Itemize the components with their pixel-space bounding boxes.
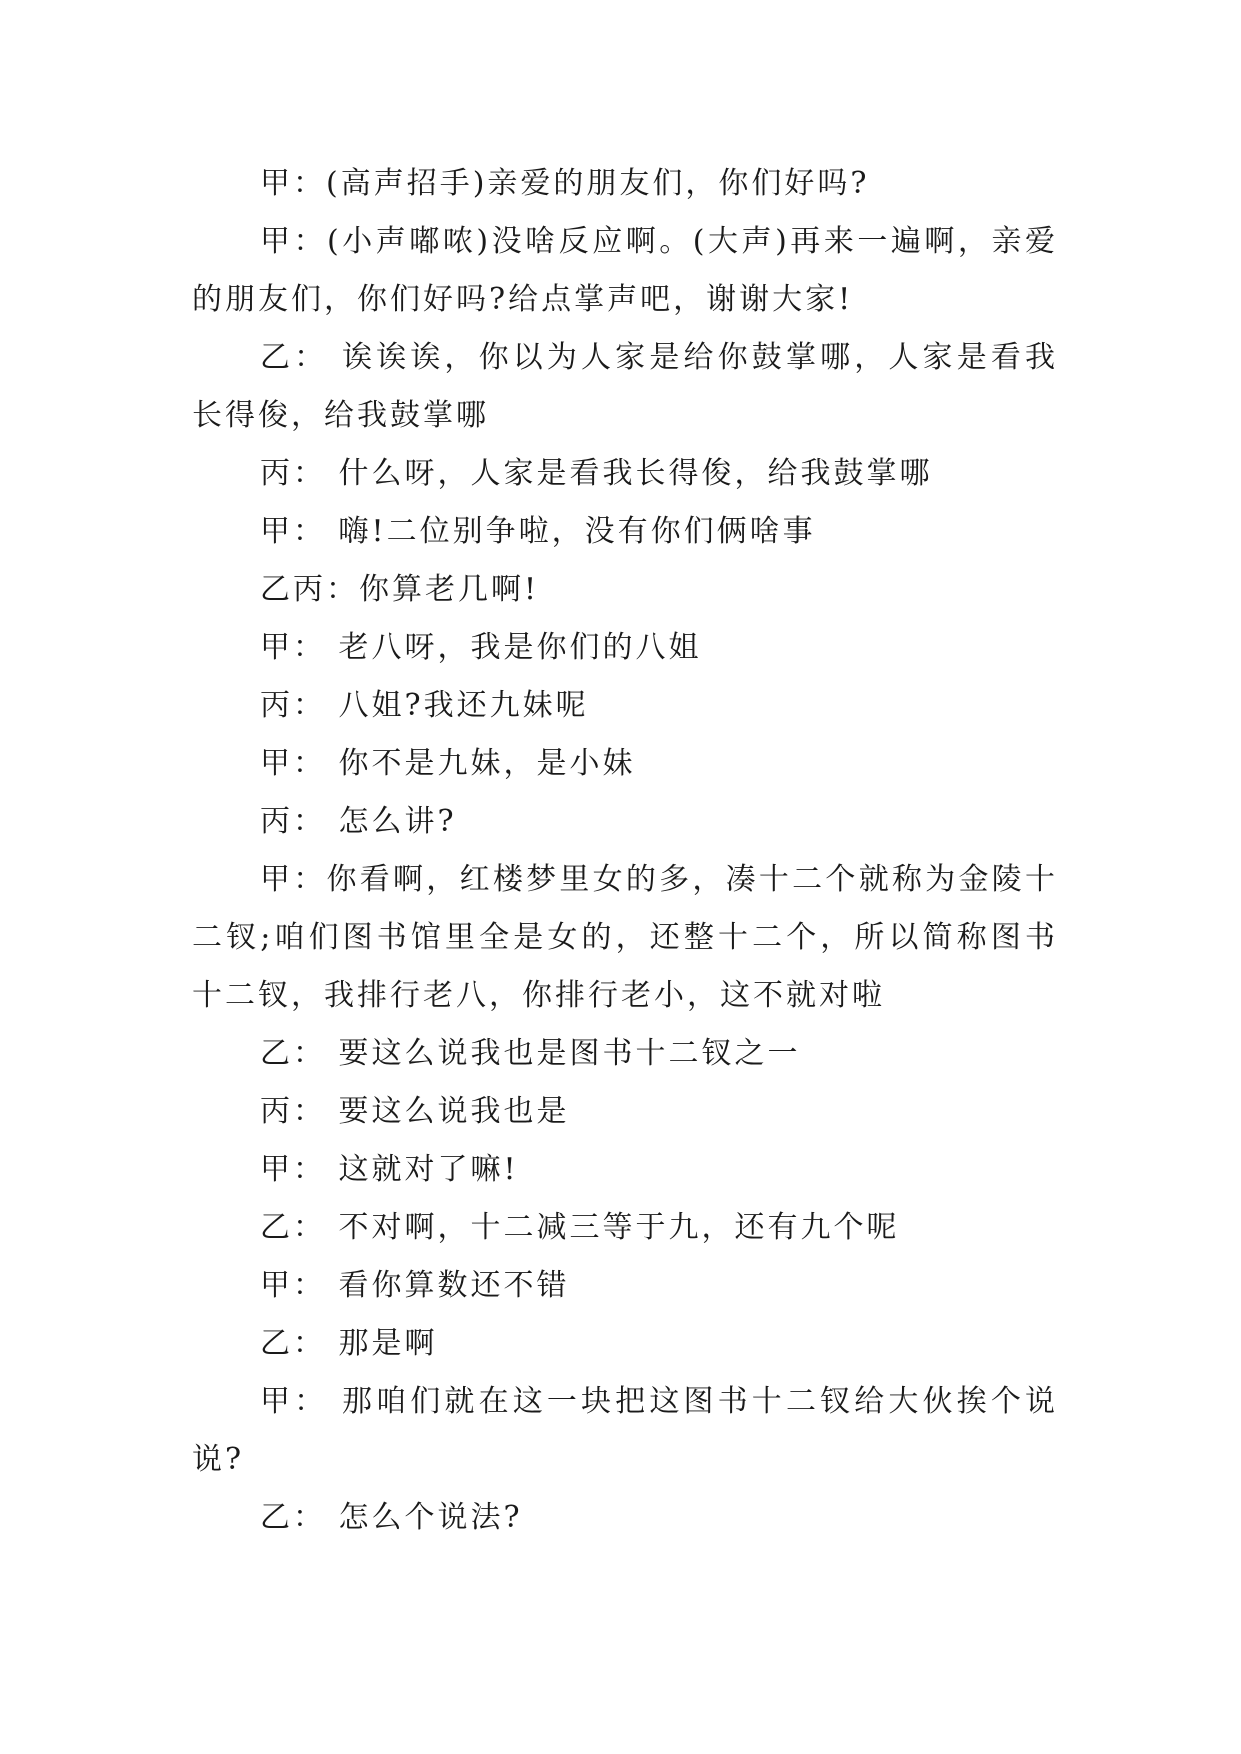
paragraph: 乙丙：你算老几啊! xyxy=(260,572,540,607)
paragraph: 甲： 嗨!二位别争啦，没有你们俩啥事 xyxy=(260,514,816,549)
paragraph: 甲：你看啊，红楼梦里女的多，凑十二个就称为金陵十二钗;咱们图书馆里全是女的，还整十二个，所以简称图书十二钗，我排行老八，你排行老小，这不就对啦 xyxy=(192,862,1058,1013)
paragraph: 甲： 这就对了嘛! xyxy=(260,1152,519,1187)
paragraph: 乙： 不对啊，十二减三等于九，还有九个呢 xyxy=(260,1210,900,1245)
paragraph: 甲：(小声嘟哝)没啥反应啊。(大声)再来一遍啊，亲爱的朋友们，你们好吗?给点掌声吧，谢谢大家! xyxy=(192,224,1058,317)
paragraph: 丙： 要这么说我也是 xyxy=(260,1094,570,1129)
paragraph: 乙： 要这么说我也是图书十二钗之一 xyxy=(260,1036,801,1071)
paragraph: 丙： 怎么讲? xyxy=(260,804,457,839)
dialogue-text xyxy=(192,155,1058,1547)
paragraph: 甲： 那咱们就在这一块把这图书十二钗给大伙挨个说说? xyxy=(192,1384,1058,1477)
paragraph: 乙： 那是啊 xyxy=(260,1326,438,1361)
paragraph: 甲： 看你算数还不错 xyxy=(260,1268,570,1303)
paragraph: 乙： 怎么个说法? xyxy=(260,1500,523,1535)
paragraph: 甲： 老八呀，我是你们的八姐 xyxy=(260,630,702,665)
paragraph: 甲：(高声招手)亲爱的朋友们，你们好吗? xyxy=(260,166,870,201)
paragraph: 丙： 八姐?我还九妹呢 xyxy=(260,688,589,723)
paragraph: 甲： 你不是九妹，是小妹 xyxy=(260,746,636,781)
paragraph: 乙： 诶诶诶，你以为人家是给你鼓掌哪，人家是看我长得俊，给我鼓掌哪 xyxy=(192,340,1058,433)
paragraph: 丙： 什么呀，人家是看我长得俊，给我鼓掌哪 xyxy=(260,456,933,491)
